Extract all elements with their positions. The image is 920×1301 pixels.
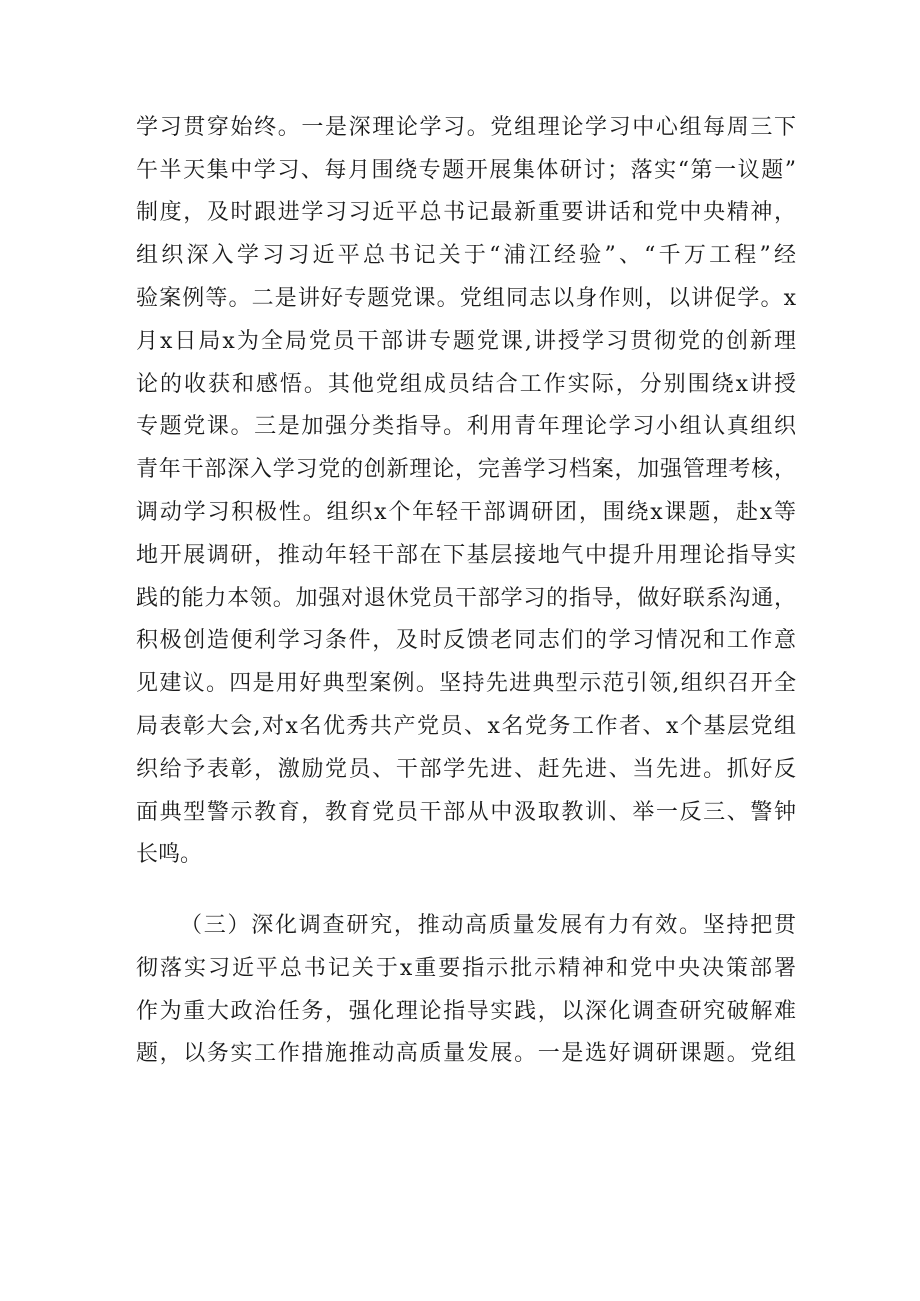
text-line: 组织深入学习习近平总书记关于“浦江经验”、“千万工程”经 (136, 243, 796, 268)
text-line: 长鸣。 (136, 842, 203, 867)
text-line: 作为重大政治任务，强化理论指导实践，以深化调查研究破解难 (136, 999, 796, 1024)
text-line: 践的能力本领。加强对退休党员干部学习的指导，做好联系沟通， (136, 586, 796, 611)
text-line: （三）深化调查研究，推动高质量发展有力有效。坚持把贯 (180, 913, 796, 938)
text-line: 学习贯穿始终。一是深理论学习。党组理论学习中心组每周三下 (136, 115, 796, 140)
text-line: 午半天集中学习、每月围绕专题开展集体研讨；落实“第一议题” (136, 158, 796, 183)
text-line: 局表彰大会,对x名优秀共产党员、x名党务工作者、x个基层党组 (136, 714, 796, 739)
text-line: 地开展调研，推动年轻干部在下基层接地气中提升用理论指导实 (136, 543, 796, 568)
text-line: 月x日局x为全局党员干部讲专题党课,讲授学习贯彻党的创新理 (136, 329, 796, 354)
text-line: 见建议。四是用好典型案例。坚持先进典型示范引领,组织召开全 (136, 671, 796, 696)
text-line: 论的收获和感悟。其他党组成员结合工作实际，分别围绕x讲授 (136, 372, 796, 397)
text-line: 专题党课。三是加强分类指导。利用青年理论学习小组认真组织 (136, 414, 796, 439)
text-line: 青年干部深入学习党的创新理论，完善学习档案，加强管理考核， (136, 457, 796, 482)
text-line: 题，以务实工作措施推动高质量发展。一是选好调研课题。党组 (136, 1041, 796, 1066)
text-line: 制度，及时跟进学习习近平总书记最新重要讲话和党中央精神， (136, 200, 796, 225)
text-line: 积极创造便利学习条件，及时反馈老同志们的学习情况和工作意 (136, 628, 796, 653)
text-line: 验案例等。二是讲好专题党课。党组同志以身作则，以讲促学。x (136, 286, 796, 311)
text-line: 面典型警示教育，教育党员干部从中汲取教训、举一反三、警钟 (136, 800, 796, 825)
text-line: 织给予表彰，激励党员、干部学先进、赶先进、当先进。抓好反 (136, 757, 796, 782)
text-line: 彻落实习近平总书记关于x重要指示批示精神和党中央决策部署 (136, 956, 796, 981)
text-line: 调动学习积极性。组织x个年轻干部调研团，围绕x课题，赴x等 (136, 500, 796, 525)
